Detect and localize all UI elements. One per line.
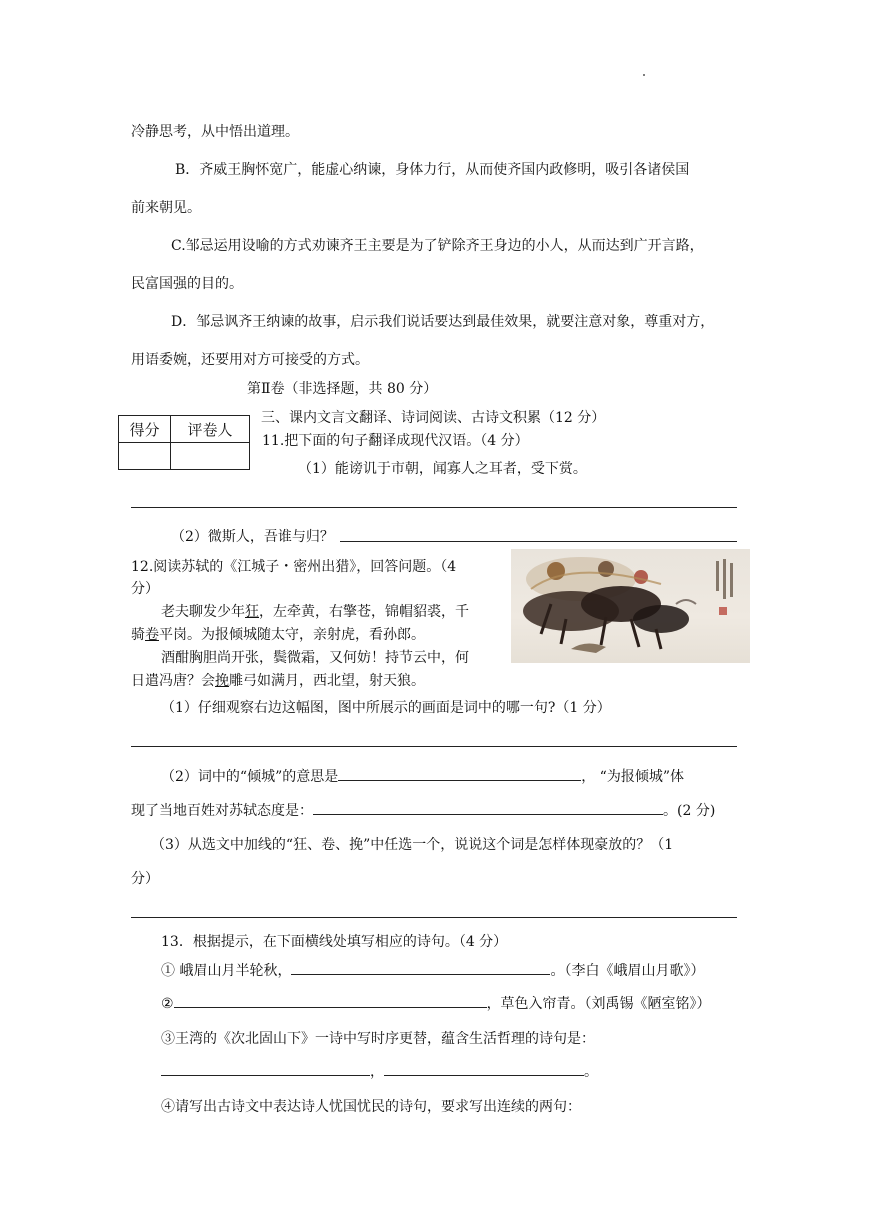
option-b-line2: 前来朝见。	[131, 200, 201, 216]
grader-cell[interactable]	[171, 443, 250, 470]
q12-stem-line2: 分）	[131, 581, 159, 597]
q12-sub3-line2: 分）	[131, 871, 159, 887]
q12-sub2-line2	[131, 800, 715, 820]
option-c-line1: C.邹忌运用设喻的方式劝谏齐王主要是为了铲除齐王身边的小人，从而达到广开言路，	[171, 238, 704, 254]
q12-sub2-a: （2）词中的“倾城”的意思是	[161, 769, 339, 785]
q12-sub2-b: ， “为报倾城”体	[581, 769, 684, 785]
underlined-wan: 挽	[215, 673, 229, 689]
q12-sub2-blank2[interactable]	[313, 800, 663, 815]
q11-sentence1: （1）能谤讥于市朝，闻寡人之耳者，受下赏。	[298, 461, 587, 477]
q12-sub1-answer-line[interactable]	[131, 746, 737, 747]
q12-sub3-answer-line[interactable]	[131, 917, 737, 918]
q13-item3: ③王湾的《次北固山下》一诗中写时序更替，蕴含生活哲理的诗句是：	[161, 1031, 595, 1047]
underlined-kuang: 狂	[245, 604, 259, 620]
q12-stem-line1: 12.阅读苏轼的《江城子・密州出猎》，回答问题。（4	[131, 559, 457, 575]
q11-stem: 11.把下面的句子翻译成现代汉语。（4 分）	[262, 433, 529, 449]
part2-title: 第Ⅱ卷（非选择题，共 80 分）	[247, 381, 438, 397]
q11-answer-line1[interactable]	[131, 507, 737, 508]
q13-item3-blank1[interactable]	[161, 1061, 370, 1076]
score-header: 得分	[119, 416, 171, 443]
option-b-line1: B．齐威王胸怀宽广，能虚心纳谏，身体力行，从而使齐国内政修明，吸引各诸侯国	[175, 162, 690, 178]
poem-line1-b: ，左牵黄，右擎苍，锦帽貂裘，千	[259, 604, 469, 620]
q12-sub2-c: 现了当地百姓对苏轼态度是：	[131, 803, 313, 819]
hunting-painting	[511, 549, 750, 663]
q13-item2-blank[interactable]	[174, 993, 487, 1008]
poem-line4-a: 日遣冯唐？会	[131, 673, 215, 689]
q13-item1	[161, 960, 704, 980]
poem-line4-b: 雕弓如满月，西北望，射天狼。	[229, 673, 425, 689]
q13-item1-blank[interactable]	[291, 960, 550, 975]
underlined-juan: 卷	[145, 627, 159, 643]
grader-header: 评卷人	[171, 416, 250, 443]
q13-item2	[161, 993, 711, 1013]
q13-item3-blanks	[161, 1061, 598, 1081]
q13-stem: 13．根据提示，在下面横线处填写相应的诗句。（4 分）	[161, 934, 508, 950]
q12-sub2-line1	[161, 766, 684, 786]
q11-sentence2: （2）微斯人，吾谁与归？	[171, 529, 334, 545]
q11-answer-line2[interactable]	[340, 541, 737, 542]
q13-item3-end: 。	[584, 1064, 598, 1080]
q12-sub2-d: 。(2 分)	[663, 803, 716, 819]
option-d-line1: D．邹忌讽齐王纳谏的故事，启示我们说话要达到最佳效果，就要注意对象，尊重对方，	[171, 314, 715, 330]
poem-line1-a: 老夫聊发少年	[161, 604, 245, 620]
q13-item3-blank2[interactable]	[384, 1061, 584, 1076]
q13-item2-b: ，草色入帘青。（刘禹锡《陋室铭》）	[486, 996, 711, 1012]
q12-sub2-blank1[interactable]	[338, 766, 581, 781]
page-dot	[643, 74, 645, 76]
poem-line2-a: 骑	[131, 627, 145, 643]
q13-item3-comma: ，	[370, 1064, 384, 1080]
q13-item1-a: ① 峨眉山月半轮秋，	[161, 963, 292, 979]
poem-line2-b: 平岗。为报倾城随太守，亲射虎，看孙郎。	[159, 627, 425, 643]
option-a-end: 冷静思考，从中悟出道理。	[131, 124, 299, 140]
q13-item2-a: ②	[161, 996, 174, 1012]
q13-item4: ④请写出古诗文中表达诗人忧国忧民的诗句，要求写出连续的两句：	[161, 1099, 581, 1115]
score-cell[interactable]	[119, 443, 171, 470]
poem-line4	[131, 670, 425, 690]
option-d-line2: 用语委婉，还要用对方可接受的方式。	[131, 352, 369, 368]
q12-sub3-line1: （3）从选文中加线的“狂、卷、挽”中任选一个，说说这个词是怎样体现豪放的？（1	[151, 837, 674, 853]
q13-item1-b: 。（李白《峨眉山月歌》）	[550, 963, 705, 979]
q12-sub1: （1）仔细观察右边这幅图，图中所展示的画面是词中的哪一句?（1 分）	[161, 700, 611, 716]
option-c-line2: 民富国强的目的。	[131, 276, 243, 292]
poem-line3: 酒酣胸胆尚开张，鬓微霜，又何妨！持节云中，何	[161, 650, 469, 666]
score-table	[118, 415, 250, 470]
hunting-painting-art	[511, 549, 750, 663]
poem-line1	[161, 601, 469, 621]
section3-title: 三、课内文言文翻译、诗词阅读、古诗文积累（12 分）	[261, 410, 606, 426]
poem-line2	[131, 624, 425, 644]
